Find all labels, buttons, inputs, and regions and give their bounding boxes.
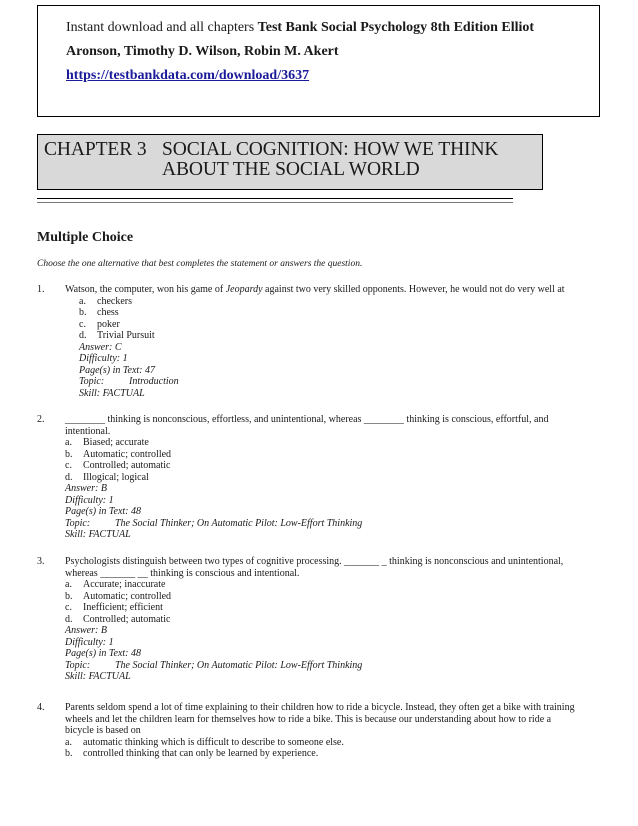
chapter-title-line-2: ABOUT THE SOCIAL WORLD [162, 159, 420, 180]
option-text: checkers [97, 295, 132, 307]
skill-label: Skill: [79, 387, 101, 399]
difficulty-line [65, 495, 597, 507]
topic-label: Topic: [65, 517, 91, 529]
answer-line [65, 625, 597, 637]
banner-authors: Aronson, Timothy D. Wilson, Robin M. Akert [66, 44, 339, 59]
skill-label: Skill: [65, 671, 87, 682]
divider-rule-secondary [37, 202, 513, 203]
pages-value: 48 [131, 648, 142, 659]
stem-line: Parents seldom spend a lot of time explaining to their children how to ride a bicycle. Instead, they often get a bike with training [65, 702, 575, 713]
banner-line-1 [66, 16, 589, 40]
option-letter: d. [65, 471, 73, 483]
difficulty-label: Difficulty: [65, 494, 107, 506]
option-letter: a. [65, 736, 72, 748]
stem-line: ________ thinking is nonconscious, effortless, and unintentional, whereas ________ thinking is conscious, effortful, and [65, 414, 549, 425]
option-letter: b. [65, 590, 73, 602]
difficulty-label: Difficulty: [65, 636, 107, 648]
topic-line [65, 660, 597, 672]
answer-label: Answer: [65, 483, 99, 494]
divider-rule [37, 198, 513, 199]
question-stem [65, 702, 597, 737]
stem-line: bicycle is based on [65, 725, 141, 736]
stem-text: Watson, the computer, won his game of [65, 284, 226, 295]
option-a [65, 437, 597, 449]
question-2 [37, 414, 597, 541]
topic-value: Introduction [129, 376, 179, 387]
topic-value: The Social Thinker; On Automatic Pilot: Low-Effort Thinking [115, 517, 363, 529]
pages-line [79, 365, 597, 377]
option-a [65, 737, 597, 749]
pages-label: Page(s) in Text: [79, 364, 143, 376]
question-stem [65, 284, 597, 296]
question-stem [65, 414, 597, 437]
pages-label: Page(s) in Text: [65, 506, 129, 517]
option-b [65, 748, 597, 760]
option-c [65, 460, 597, 472]
question-number: 4. [37, 702, 45, 713]
stem-line: wheels and let the children learn for themselves how to ride a bike. This is because our understanding about how to ride a [65, 713, 552, 725]
section-instructions: Choose the one alternative that best completes the statement or answers the question. [37, 259, 363, 269]
question-number: 2. [37, 414, 45, 425]
skill-line [65, 671, 597, 683]
question-4 [37, 702, 597, 760]
answer-value: B [100, 483, 107, 494]
option-text: Controlled; automatic [83, 613, 171, 625]
download-banner [37, 5, 600, 117]
difficulty-value: 1 [108, 636, 114, 648]
difficulty-value: 1 [108, 494, 114, 506]
option-letter: b. [65, 748, 73, 759]
option-c [65, 602, 597, 614]
option-d [79, 330, 597, 342]
banner-prefix: Instant download and all chapters [66, 20, 258, 35]
stem-line: Psychologists distinguish between two types of cognitive processing. _______ _ thinking is nonconscious and unintentional, [65, 556, 564, 567]
question-stem [65, 556, 597, 579]
difficulty-line [79, 353, 597, 365]
option-text: Accurate; inaccurate [83, 579, 166, 590]
answer-line [79, 342, 597, 354]
option-d [65, 472, 597, 484]
question-3 [37, 556, 597, 683]
option-b [79, 307, 597, 319]
option-text: Inefficient; efficient [83, 602, 163, 613]
option-letter: a. [65, 437, 72, 448]
download-link[interactable]: https://testbankdata.com/download/3637 [66, 68, 310, 83]
stem-line: whereas _______ __ thinking is conscious and intentional. [65, 567, 300, 579]
skill-label: Skill: [65, 529, 87, 540]
topic-line [65, 518, 597, 530]
skill-line [79, 388, 597, 400]
option-text: controlled thinking that can only be learned by experience. [83, 748, 319, 759]
topic-label: Topic: [65, 659, 91, 671]
answer-line [65, 483, 597, 495]
option-text: chess [97, 307, 119, 318]
option-letter: a. [65, 579, 72, 590]
question-1 [37, 284, 597, 399]
option-d [65, 614, 597, 626]
option-letter: c. [65, 460, 72, 471]
option-text: automatic thinking which is difficult to describe to someone else. [83, 736, 344, 748]
option-a [79, 296, 597, 308]
option-text: Automatic; controlled [83, 590, 172, 602]
banner-book-title: Test Bank Social Psychology 8th Edition Elliot [257, 20, 535, 35]
option-letter: b. [79, 307, 87, 318]
chapter-title-line-1: SOCIAL COGNITION: HOW WE THINK [162, 139, 499, 160]
option-text: Automatic; controlled [83, 448, 172, 460]
pages-value: 48 [131, 506, 142, 517]
chapter-title-box [37, 134, 543, 190]
option-text: poker [97, 318, 120, 330]
difficulty-label: Difficulty: [79, 353, 121, 364]
option-text: Biased; accurate [83, 437, 149, 448]
answer-value: C [114, 341, 122, 353]
pages-label: Page(s) in Text: [65, 648, 129, 659]
topic-value: The Social Thinker; On Automatic Pilot: Low-Effort Thinking [115, 659, 363, 671]
section-heading: Multiple Choice [37, 230, 134, 245]
option-a [65, 579, 597, 591]
question-number: 1. [37, 284, 45, 295]
option-text: Trivial Pursuit [97, 330, 155, 341]
answer-label: Answer: [65, 625, 99, 636]
option-b [65, 591, 597, 603]
stem-line: intentional. [65, 425, 111, 437]
pages-value: 47 [145, 364, 156, 376]
pages-line [65, 506, 597, 518]
option-letter: b. [65, 448, 73, 460]
option-c [79, 319, 597, 331]
pages-line [65, 648, 597, 660]
skill-value: FACTUAL [88, 529, 131, 540]
topic-line [79, 376, 597, 388]
option-text: Illogical; logical [83, 471, 149, 483]
option-letter: c. [65, 602, 72, 613]
option-letter: a. [79, 295, 86, 307]
difficulty-value: 1 [122, 353, 128, 364]
answer-value: B [100, 625, 107, 636]
skill-value: FACTUAL [102, 387, 145, 399]
stem-italic-text: Jeopardy [225, 284, 263, 295]
option-letter: c. [79, 318, 86, 330]
option-letter: d. [65, 613, 73, 625]
topic-label: Topic: [79, 376, 105, 387]
chapter-number: CHAPTER 3 [44, 139, 147, 160]
question-number: 3. [37, 556, 45, 567]
option-b [65, 449, 597, 461]
difficulty-line [65, 637, 597, 649]
skill-value: FACTUAL [88, 671, 131, 682]
stem-text-end: against two very skilled opponents. However, he would not do very well at [262, 284, 565, 295]
option-text: Controlled; automatic [83, 460, 171, 471]
answer-label: Answer: [79, 341, 113, 353]
option-letter: d. [79, 330, 87, 341]
skill-line [65, 529, 597, 541]
